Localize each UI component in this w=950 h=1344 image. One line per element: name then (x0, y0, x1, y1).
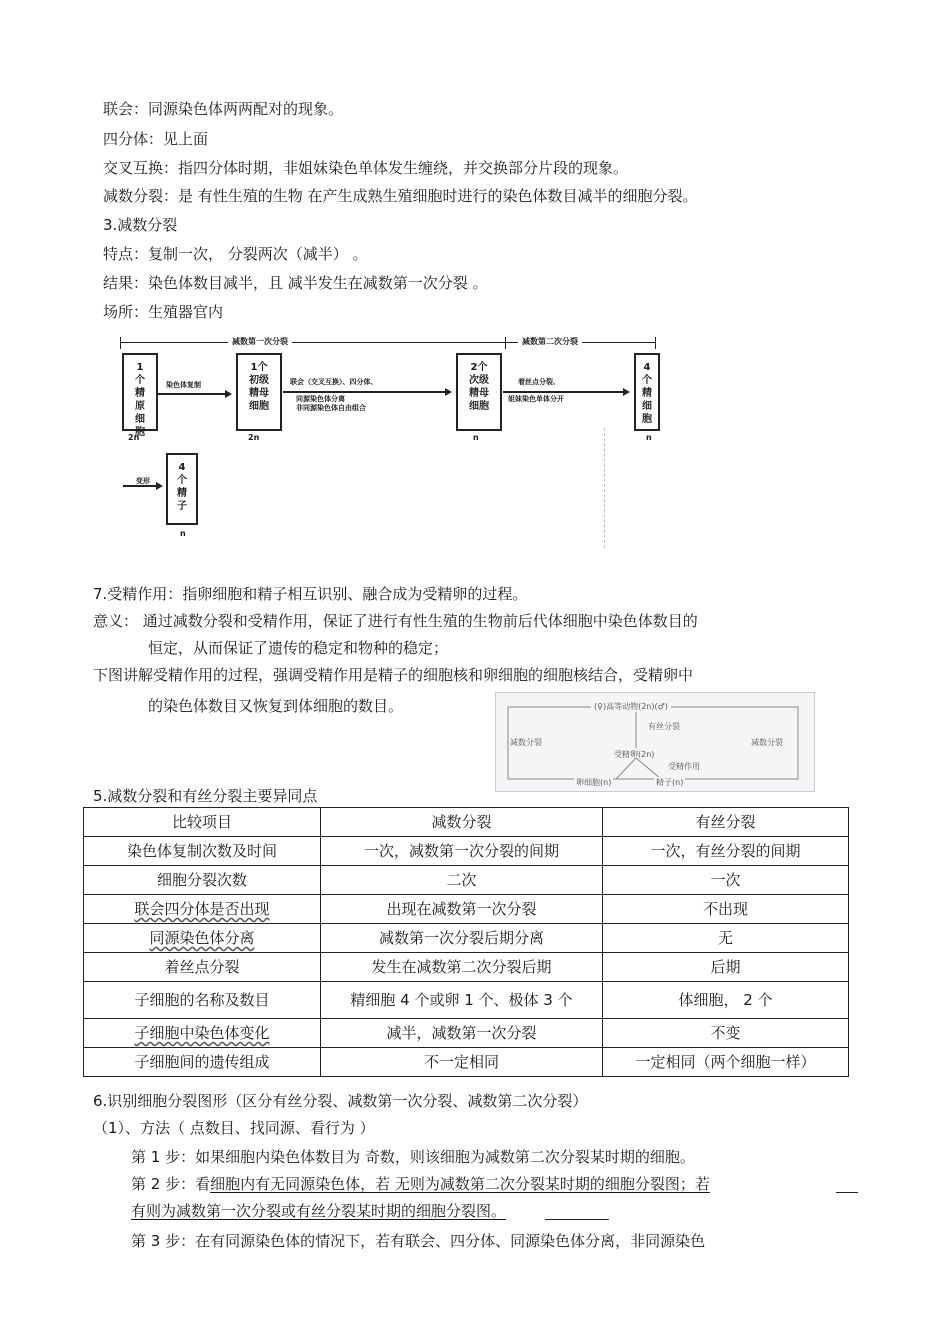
arrow2-line3: 非同源染色体自由组合 (296, 404, 366, 412)
table-row (84, 837, 849, 866)
table-row (84, 982, 849, 1019)
def-synapsis: 联会：同源染色体两两配对的现象。 (103, 100, 344, 118)
arrow-second-division (503, 391, 628, 393)
table-cell: 一定相同（两个细胞一样） (603, 1048, 849, 1077)
table-cell: 减数第一次分裂后期分离 (321, 924, 603, 953)
section-7-title: 7.受精作用：指卵细胞和精子相互识别、融合成为受精卵的过程。 (93, 585, 528, 603)
spermatogenesis-diagram (118, 333, 652, 548)
step-1: 第 1 步：如果细胞内染色体数目为 奇数，则该细胞为减数第二次分裂某时期的细胞。 (131, 1148, 695, 1166)
table-cell: 出现在减数第一次分裂 (321, 895, 603, 924)
ploidy-label: n (473, 433, 479, 442)
comparison-table (83, 807, 849, 1077)
meiosis-place: 场所：生殖器官内 (103, 303, 224, 321)
meiosis-features: 特点：复制一次， 分裂两次（减半） 。 (103, 245, 368, 263)
cell-sperm: 4个精子 (166, 453, 198, 525)
fert-left-label: 减数分裂 (510, 738, 542, 747)
table-cell: 不变 (603, 1019, 849, 1048)
table-row (84, 895, 849, 924)
table-cell: 子细胞中染色体变化 (84, 1019, 321, 1048)
table-header: 减数分裂 (321, 808, 603, 837)
table-row (84, 953, 849, 982)
fert-zygote-label: 受精卵(2n) (614, 750, 655, 759)
def-meiosis: 减数分裂：是 有性生殖的生物 在产生成熟生殖细胞时进行的染色体数目减半的细胞分裂。 (103, 187, 698, 205)
fertilization-figure (495, 692, 815, 792)
section-6-title: 6.识别细胞分裂图形（区分有丝分裂、减数第一次分裂、减数第二次分裂） (93, 1092, 588, 1110)
table-header: 比较项目 (84, 808, 321, 837)
table-row (84, 1048, 849, 1077)
table-cell: 联会四分体是否出现 (84, 895, 321, 924)
step-3: 第 3 步：在有同源染色体的情况下，若有联会、四分体、同源染色体分离，非同源染色 (131, 1232, 706, 1250)
arrow2-line1: 联会（交叉互换）、四分体、 (290, 378, 378, 386)
section-3-title: 3.减数分裂 (103, 216, 178, 234)
table-cell: 着丝点分裂 (84, 953, 321, 982)
arrow-replication (158, 393, 230, 395)
arrow-first-division (283, 391, 450, 393)
cell-primary-spermatocyte: 1个初级精母细胞 (236, 353, 282, 431)
section-7-meaning-1: 意义： 通过减数分裂和受精作用，保证了进行有性生殖的生物前后代体细胞中染色体数目的 (93, 612, 698, 630)
step-2-cont: 有则为减数第一次分裂或有丝分裂某时期的细胞分裂图。 (131, 1202, 507, 1220)
cell-secondary-spermatocyte: 2个次级精母细胞 (456, 353, 502, 431)
table-cell: 一次 (603, 866, 849, 895)
def-tetrad: 四分体：见上面 (103, 130, 209, 148)
arrow3-line1: 着丝点分裂、 (518, 378, 560, 386)
fert-egg-label: 卵细胞(n) (576, 778, 612, 787)
section-7-meaning-2: 恒定，从而保证了遗传的稳定和物种的稳定； (148, 639, 449, 657)
table-header: 有丝分裂 (603, 808, 849, 837)
section-7-fig-2: 的染色体数目又恢复到体细胞的数目。 (148, 697, 404, 715)
ploidy-label: 2n (248, 433, 260, 442)
section-5-title: 5.减数分裂和有丝分裂主要异同点 (93, 787, 318, 805)
table-cell: 一次，有丝分裂的间期 (603, 837, 849, 866)
ploidy-label: n (180, 529, 186, 538)
cell-spermatid: 4个精细胞 (634, 353, 660, 431)
table-cell: 精细胞 4 个或卵 1 个、极体 3 个 (321, 982, 603, 1019)
header-first-division: 减数第一次分裂 (228, 336, 292, 347)
table-cell: 不一定相同 (321, 1048, 603, 1077)
table-cell: 子细胞间的遗传组成 (84, 1048, 321, 1077)
arrow2-line2: 同源染色体分离 (296, 395, 345, 403)
fert-fert-label: 受精作用 (668, 762, 700, 771)
header-second-division: 减数第二次分裂 (518, 336, 582, 347)
cell-spermatogonium: 1个精原细胞 (122, 353, 158, 431)
table-cell: 二次 (321, 866, 603, 895)
blank-line (545, 1219, 609, 1220)
table-cell: 体细胞， 2 个 (603, 982, 849, 1019)
table-header-row (84, 808, 849, 837)
table-row (84, 866, 849, 895)
arrow4-label: 变形 (136, 477, 150, 485)
def-crossing-over: 交叉互换：指四分体时期，非姐妹染色单体发生缠绕，并交换部分片段的现象。 (103, 159, 629, 177)
table-cell: 发生在减数第二次分裂后期 (321, 953, 603, 982)
fert-mitosis-label: 有丝分裂 (648, 722, 680, 731)
table-cell: 染色体复制次数及时间 (84, 837, 321, 866)
table-row (84, 1019, 849, 1048)
arrow-replication-label: 染色体复制 (166, 381, 201, 389)
blank-line (836, 1192, 858, 1193)
meiosis-result: 结果：染色体数目减半，且 减半发生在减数第一次分裂 。 (103, 274, 488, 292)
arrow3-line2: 姐妹染色单体分开 (508, 395, 564, 403)
step-2: 第 2 步：看细胞内有无同源染色体，若 无则为减数第二次分裂某时期的细胞分裂图；若 (131, 1175, 710, 1193)
table-cell: 不出现 (603, 895, 849, 924)
table-cell: 子细胞的名称及数目 (84, 982, 321, 1019)
table-cell: 无 (603, 924, 849, 953)
table-cell: 后期 (603, 953, 849, 982)
section-7-fig-1: 下图讲解受精作用的过程，强调受精作用是精子的细胞核和卵细胞的细胞核结合，受精卵中 (93, 666, 694, 684)
table-cell: 一次，减数第一次分裂的间期 (321, 837, 603, 866)
ploidy-label: 2n (128, 433, 140, 442)
section-6-method: （1）、方法（ 点数目、找同源、看行为 ） (93, 1119, 375, 1137)
fert-sperm-label: 精子(n) (656, 778, 684, 787)
table-cell: 细胞分裂次数 (84, 866, 321, 895)
table-cell: 同源染色体分离 (84, 924, 321, 953)
fert-right-label: 减数分裂 (751, 738, 783, 747)
fert-top-label: (♀)高等动物(2n)(♂) (591, 701, 671, 712)
table-cell: 减半，减数第一次分裂 (321, 1019, 603, 1048)
table-row (84, 924, 849, 953)
ploidy-label: n (646, 433, 652, 442)
